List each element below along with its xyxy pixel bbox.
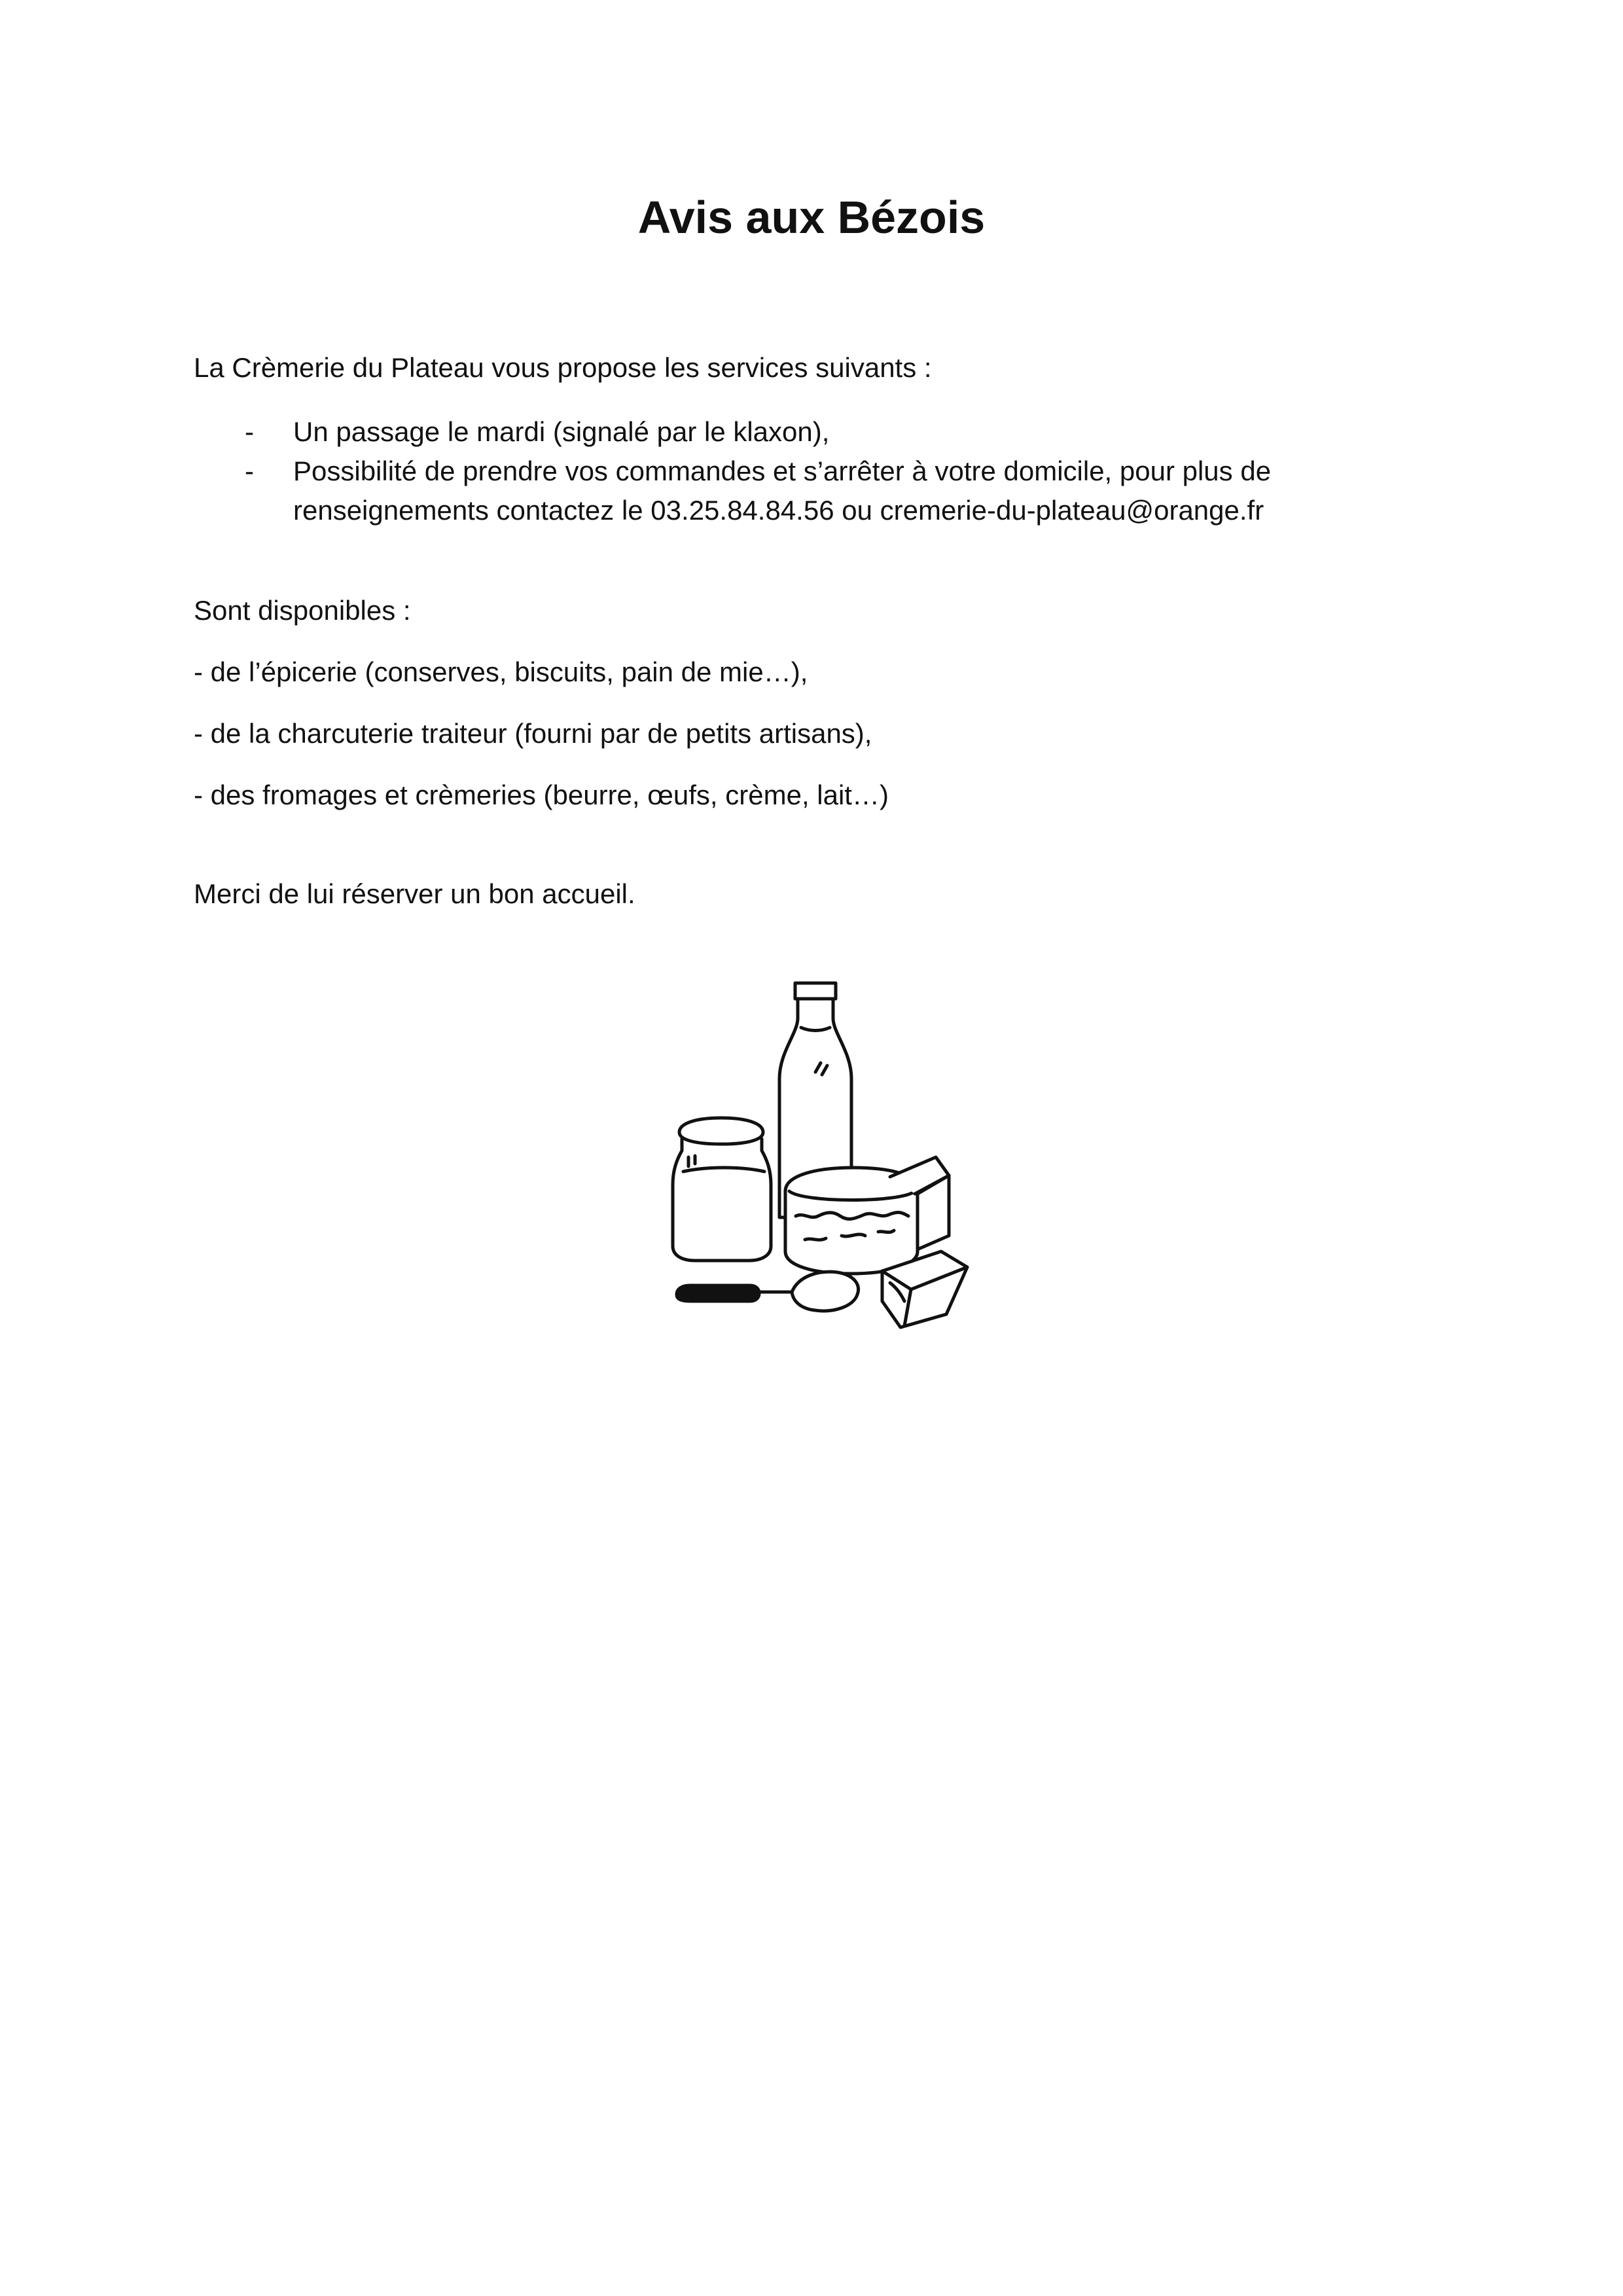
service-item	[194, 412, 1339, 452]
service-text: Un passage le mardi (signalé par le klaxon),	[293, 416, 830, 447]
available-label: Sont disponibles :	[194, 595, 411, 626]
service-item	[194, 452, 1339, 530]
available-item: - de la charcuterie traiteur (fourni par de petits artisans),	[194, 718, 872, 749]
service-text: Possibilité de prendre vos commandes et s’arrêter à votre domicile, pour plus de renseignements contactez le 03.25.84.84.56 ou cremerie-du-plateau@orange.fr	[293, 456, 1272, 526]
available-item: - de l’épicerie (conserves, biscuits, pain de mie…),	[194, 656, 808, 687]
list-dash: -	[245, 456, 254, 486]
page-title: Avis aux Bézois	[637, 192, 986, 243]
thanks-text: Merci de lui réserver un bon accueil.	[194, 878, 635, 909]
list-dash: -	[245, 416, 254, 447]
available-item: - des fromages et crèmeries (beurre, œufs, crème, lait…)	[194, 780, 889, 810]
intro-text: La Crèmerie du Plateau vous propose les services suivants :	[194, 352, 932, 383]
services-list	[194, 412, 1339, 530]
dairy-products-icon	[668, 975, 975, 1342]
